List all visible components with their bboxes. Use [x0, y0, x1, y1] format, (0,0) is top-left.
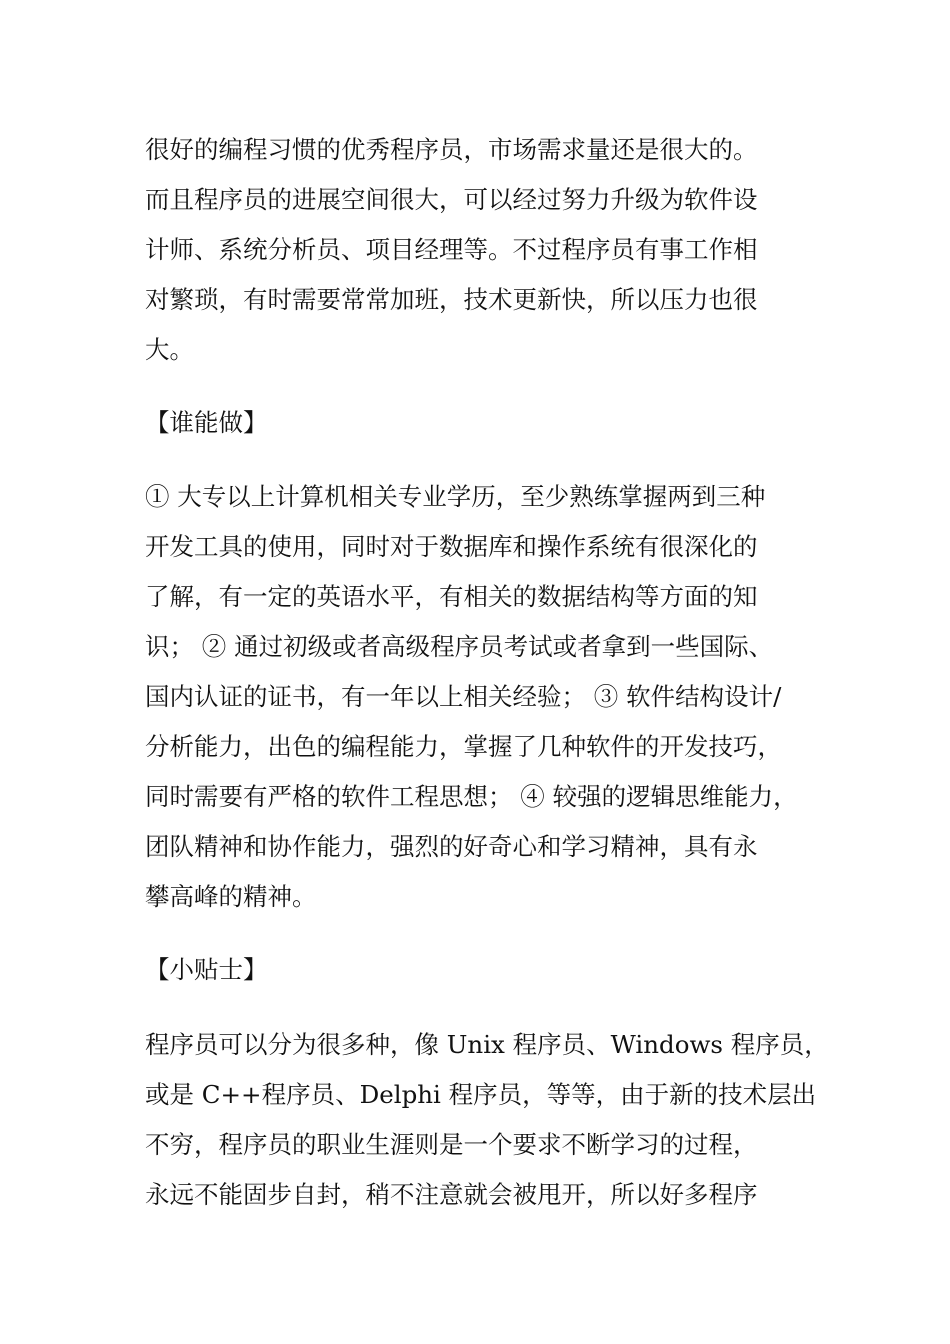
- text-line: 同时需要有严格的软件工程思想； ④ 较强的逻辑思维能力，: [145, 782, 798, 811]
- text-line: 团队精神和协作能力，强烈的好奇心和学习精神，具有永: [145, 832, 758, 861]
- text-line: 分析能力，出色的编程能力，掌握了几种软件的开发技巧，: [145, 732, 782, 761]
- text-line: 开发工具的使用，同时对于数据库和操作系统有很深化的: [145, 532, 758, 561]
- text-line: 或是 C++程序员、Delphi 程序员，等等，由于新的技术层出: [145, 1080, 817, 1109]
- text-line: ① 大专以上计算机相关专业学历，至少熟练掌握两到三种: [145, 482, 766, 511]
- section-heading: 【小贴士】: [145, 955, 268, 984]
- text-line: 对繁琐，有时需要常常加班，技术更新快，所以压力也很: [145, 285, 758, 314]
- text-line: 大。: [145, 335, 194, 364]
- text-line: 攀高峰的精神。: [145, 882, 317, 911]
- text-line: 计师、系统分析员、项目经理等。不过程序员有事工作相: [145, 235, 758, 264]
- text-line: 国内认证的证书，有一年以上相关经验； ③ 软件结构设计/: [145, 682, 782, 711]
- text-line: 了解，有一定的英语水平，有相关的数据结构等方面的知: [145, 582, 758, 611]
- text-line: 不穷，程序员的职业生涯则是一个要求不断学习的过程，: [145, 1130, 758, 1159]
- text-line: 识； ② 通过初级或者高级程序员考试或者拿到一些国际、: [145, 632, 774, 661]
- text-line: 程序员可以分为很多种，像 Unix 程序员、Windows 程序员，: [145, 1030, 829, 1059]
- section-heading: 【谁能做】: [145, 408, 268, 437]
- text-line: 永远不能固步自封，稍不注意就会被甩开，所以好多程序: [145, 1180, 758, 1209]
- text-line: 很好的编程习惯的优秀程序员，市场需求量还是很大的。: [145, 135, 758, 164]
- text-line: 而且程序员的进展空间很大，可以经过努力升级为软件设: [145, 185, 758, 214]
